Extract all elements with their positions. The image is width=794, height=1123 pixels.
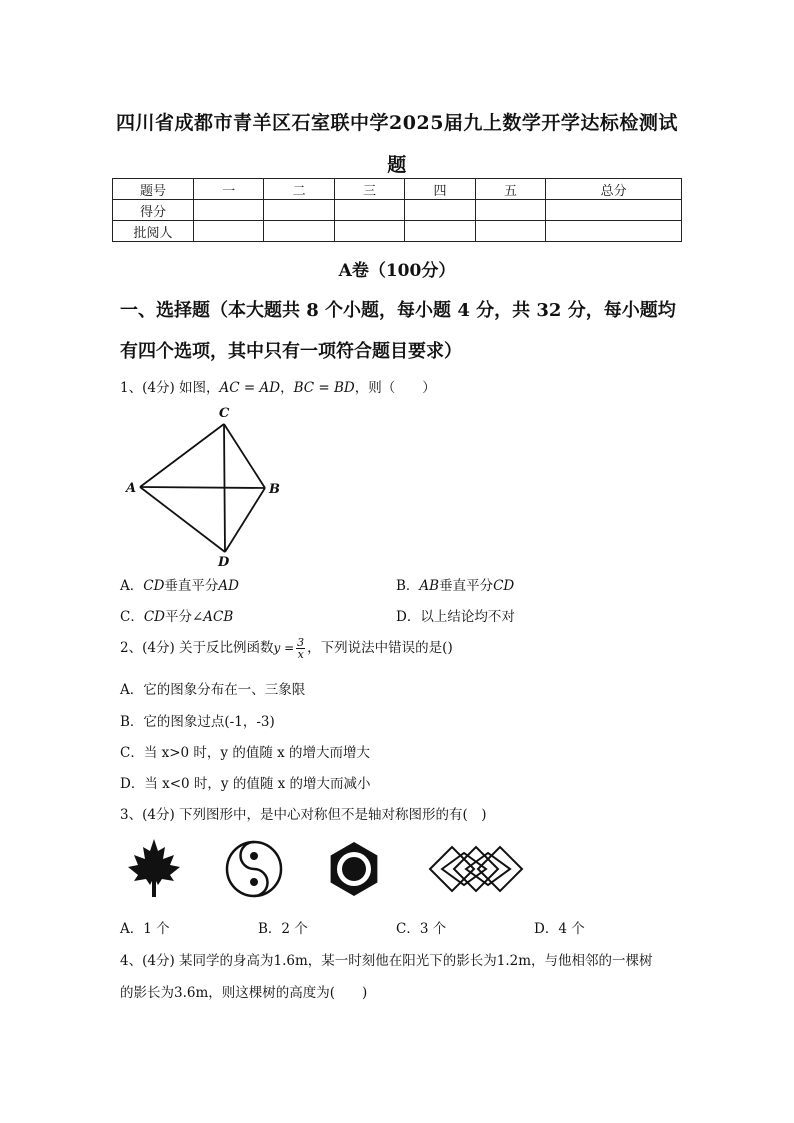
- question-2: [120, 636, 453, 660]
- option-label: D．: [396, 609, 421, 625]
- score-cell: [264, 221, 334, 242]
- option-math: AD: [218, 578, 239, 594]
- option-label: A．: [120, 578, 144, 594]
- option-text: 以上结论均不对: [420, 609, 515, 625]
- section-1-heading: 一、选择题（本大题共 8 个小题，每小题 4 分，共 32 分，每小题均: [120, 300, 676, 321]
- q2-option-b: B．它的图象过点(-1，-3): [120, 714, 275, 730]
- q1-option-c: [120, 605, 233, 625]
- option-math: CD: [143, 578, 165, 594]
- q3-option-c: C．3 个: [396, 921, 447, 937]
- segment-bd: [225, 488, 265, 552]
- option-label: B．: [396, 578, 420, 594]
- score-header-cell: 总分: [546, 179, 682, 200]
- score-cell: [475, 200, 545, 221]
- score-header-cell: 三: [334, 179, 404, 200]
- question-4-continued: 的影长为3.6m，则这棵树的高度为( ): [120, 985, 368, 1001]
- score-header-cell: 题号: [113, 179, 194, 200]
- yin-yang-icon: [227, 842, 281, 896]
- score-cell: [546, 221, 682, 242]
- score-cell: [334, 200, 404, 221]
- page-title: 四川省成都市青羊区石室联中学2025届九上数学开学达标检测试: [116, 112, 678, 134]
- score-header-cell: 一: [194, 179, 264, 200]
- label-d: D: [218, 555, 230, 570]
- segment-cb: [224, 424, 265, 488]
- score-cell: [475, 221, 545, 242]
- option-math: CD: [143, 609, 165, 625]
- score-row-label: 得分: [113, 200, 194, 221]
- option-text: 平分: [165, 609, 192, 625]
- q1-option-b: [396, 574, 514, 594]
- q2-prefix: 2、(4分) 关于反比例函数: [120, 640, 274, 656]
- hexagon-nut-icon: [319, 835, 389, 903]
- q1-prefix: 1、(4分) 如图，: [120, 380, 220, 396]
- label-b: B: [269, 482, 280, 497]
- score-header-cell: 五: [475, 179, 545, 200]
- option-text: 垂直平分: [164, 578, 219, 594]
- option-math: CD: [493, 578, 515, 594]
- segment-cd: [224, 424, 225, 552]
- score-cell: [194, 200, 264, 221]
- segment-da: [140, 487, 225, 552]
- q2-numerator: 3: [297, 636, 305, 649]
- q1-kite-figure: [120, 400, 290, 572]
- question-4: 4、(4分) 某同学的身高为1.6m，某一时刻他在阳光下的影长为1.2m，与他相邻的一棵树: [120, 953, 653, 969]
- score-cell: [194, 221, 264, 242]
- maple-leaf-icon: [128, 839, 180, 897]
- score-cell: [264, 200, 334, 221]
- question-1: [120, 376, 436, 396]
- q2-fraction: [296, 637, 305, 660]
- score-table-header-row: [113, 179, 682, 200]
- q1-option-d: [396, 605, 515, 625]
- score-header-cell: 四: [405, 179, 475, 200]
- reviewer-row-label: 批阅人: [113, 221, 194, 242]
- page-title-continued: 题: [387, 154, 407, 176]
- q2-lhs: y =: [273, 641, 295, 655]
- option-math: AB: [419, 578, 440, 594]
- label-a: A: [126, 481, 137, 496]
- q2-option-a: A．它的图象分布在一、三象限: [120, 682, 306, 698]
- q3-option-a: A．1 个: [120, 921, 170, 937]
- q2-option-c: C．当 x>0 时，y 的值随 x 的增大而增大: [120, 745, 371, 761]
- option-text: 垂直平分: [439, 578, 494, 594]
- q2-suffix: ，下列说法中错误的是(): [307, 640, 453, 656]
- score-table: [112, 178, 682, 242]
- q1-condition-1: AC = AD: [219, 380, 281, 396]
- q3-option-d: D．4 个: [534, 921, 585, 937]
- q1-option-a: [120, 574, 239, 594]
- option-math: ∠ACB: [192, 609, 234, 625]
- score-header-cell: 二: [264, 179, 334, 200]
- q1-condition-2: BC = BD: [293, 380, 355, 396]
- section-1-heading-continued: 有四个选项，其中只有一项符合题目要求）: [120, 341, 462, 362]
- score-cell: [334, 221, 404, 242]
- score-cell: [405, 221, 475, 242]
- q1-separator: ，: [280, 380, 294, 396]
- score-cell: [546, 200, 682, 221]
- q1-suffix: ，则（ ）: [354, 380, 436, 396]
- section-a-heading: A卷（100分）: [338, 261, 456, 281]
- option-label: C．: [120, 609, 144, 625]
- label-c: C: [219, 406, 230, 421]
- segment-ac: [140, 424, 224, 487]
- interlinked-diamonds-icon: [430, 847, 522, 891]
- reviewer-row: [113, 221, 682, 242]
- q2-option-d: D．当 x<0 时，y 的值随 x 的增大而减小: [120, 776, 371, 792]
- question-3: 3、(4分) 下列图形中，是中心对称但不是轴对称图形的有( ): [120, 807, 487, 823]
- segment-ab: [140, 487, 265, 488]
- q3-figures: [120, 835, 530, 903]
- q3-option-b: B．2 个: [258, 921, 308, 937]
- score-cell: [405, 200, 475, 221]
- q2-denominator: x: [297, 648, 304, 661]
- score-row: [113, 200, 682, 221]
